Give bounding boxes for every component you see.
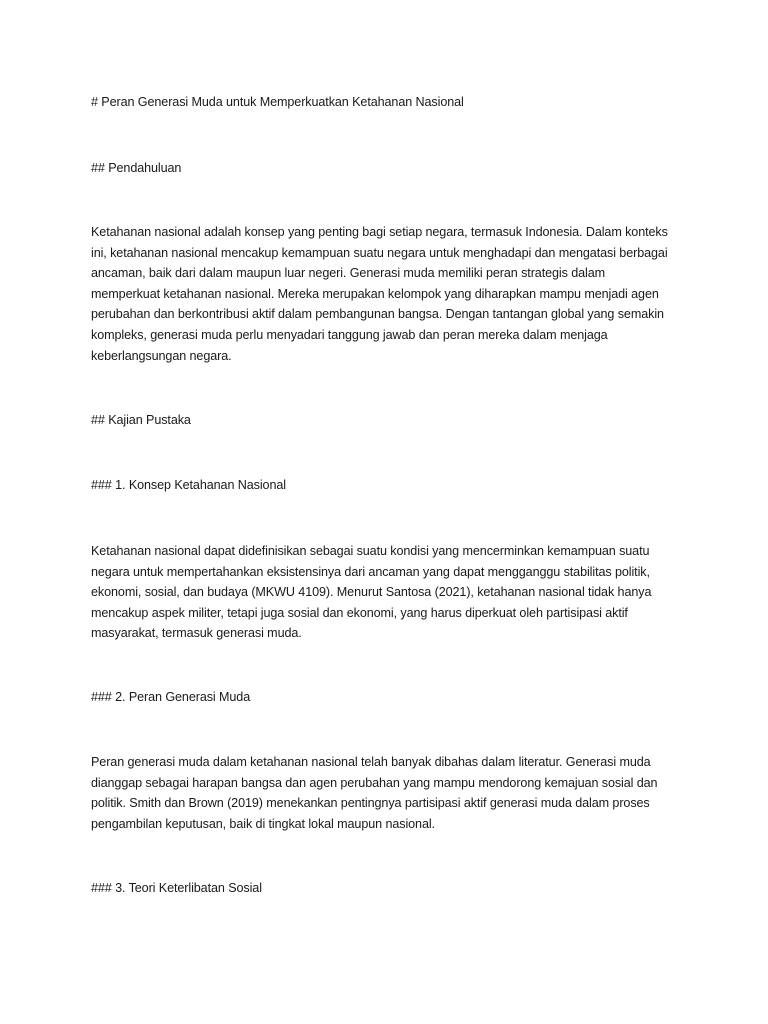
paragraph-line: memperkuat ketahanan nasional. Mereka merupakan kelompok yang diharapkan mampu menjadi agen bbox=[91, 286, 659, 301]
paragraph-line: Ketahanan nasional adalah konsep yang penting bagi setiap negara, termasuk Indonesia. Dalam konteks bbox=[91, 225, 668, 239]
paragraph-line: dianggap sebagai harapan bangsa dan agen perubahan yang mampu mendorong kemajuan sosial dan bbox=[91, 775, 658, 790]
heading-teori-keterlibatan: ### 3. Teori Keterlibatan Sosial bbox=[91, 881, 262, 895]
paragraph-line: kompleks, generasi muda perlu menyadari tanggung jawab dan peran mereka dalam menjaga bbox=[91, 327, 608, 342]
paragraph-line: Peran generasi muda dalam ketahanan nasional telah banyak dibahas dalam literatur. Generasi muda bbox=[91, 755, 651, 769]
paragraph-line: mencakup aspek militer, tetapi juga sosial dan ekonomi, yang harus diperkuat oleh partisipasi aktif bbox=[91, 605, 628, 620]
paragraph-pendahuluan bbox=[91, 222, 687, 366]
paragraph-line: ekonomi, sosial, dan budaya (MKWU 4109). Menurut Santosa (2021), ketahanan nasional tidak hanya bbox=[91, 585, 652, 600]
heading-kajian-pustaka: ## Kajian Pustaka bbox=[91, 413, 191, 427]
heading-pendahuluan: ## Pendahuluan bbox=[91, 161, 182, 175]
paragraph-line: perubahan dan berkontribusi aktif dalam pembangunan bangsa. Dengan tantangan global yang semakin bbox=[91, 307, 664, 322]
paragraph-peran-generasi bbox=[91, 752, 687, 834]
paragraph-line: keberlangsungan negara. bbox=[91, 348, 232, 363]
paragraph-konsep-ketahanan bbox=[91, 541, 687, 644]
paragraph-line: negara untuk mempertahankan eksistensinya dari ancaman yang dapat mengganggu stabilitas politik, bbox=[91, 564, 650, 579]
paragraph-line: ini, ketahanan nasional mencakup kemampuan suatu negara untuk menghadapi dan mengatasi berbagai bbox=[91, 245, 668, 260]
heading-konsep-ketahanan: ### 1. Konsep Ketahanan Nasional bbox=[91, 478, 286, 492]
paragraph-line: politik. Smith dan Brown (2019) menekankan pentingnya partisipasi aktif generasi muda dalam proses bbox=[91, 796, 650, 811]
paragraph-line: masyarakat, termasuk generasi muda. bbox=[91, 626, 302, 641]
document-title: # Peran Generasi Muda untuk Memperkuatkan Ketahanan Nasional bbox=[91, 95, 464, 109]
paragraph-line: Ketahanan nasional dapat didefinisikan sebagai suatu kondisi yang mencerminkan kemampuan suatu bbox=[91, 544, 650, 558]
heading-peran-generasi: ### 2. Peran Generasi Muda bbox=[91, 690, 251, 704]
paragraph-line: pengambilan keputusan, baik di tingkat lokal maupun nasional. bbox=[91, 816, 435, 831]
paragraph-line: ancaman, baik dari dalam maupun luar negeri. Generasi muda memiliki peran strategis dalam bbox=[91, 266, 605, 281]
